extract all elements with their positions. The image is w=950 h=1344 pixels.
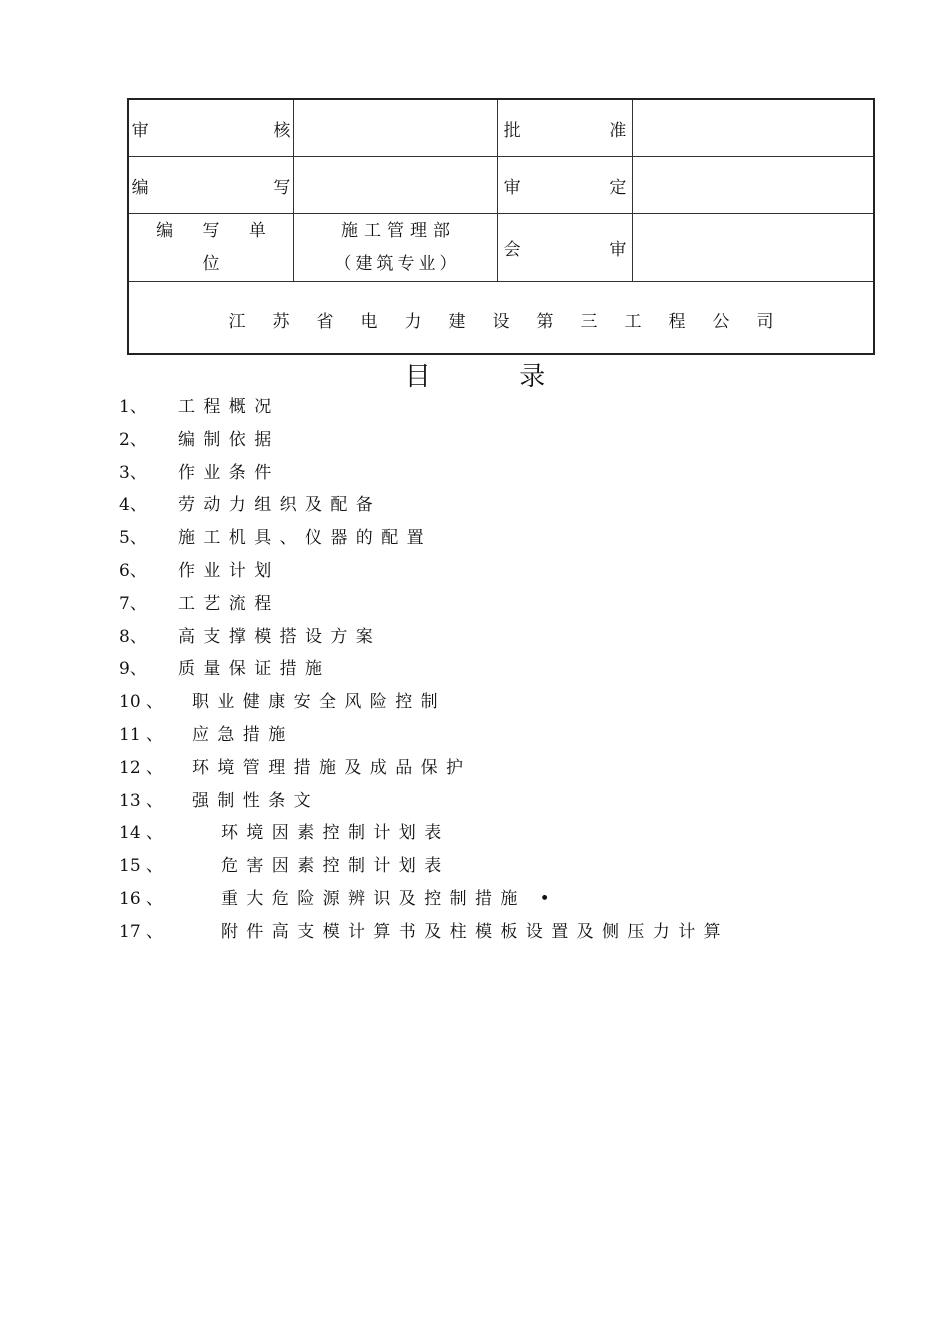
toc-item-number: 11 、 [119,725,164,745]
countersign-value-cell [633,214,873,281]
author-label: 编 写 [131,177,329,198]
toc-item-number: 16 、 [119,889,164,909]
toc-title-text: 目 录 [404,362,570,392]
toc-item-number: 13 、 [119,790,164,811]
author-unit-value-line2: （建筑专业） [334,253,461,274]
toc-item-label: 作业条件 [178,462,280,483]
toc-item-label: 环境管理措施及成品保护 [192,757,472,778]
toc-item-number: 17 、 [119,921,164,942]
finalize-label: 审 定 [503,177,653,198]
toc-item-label: 作业计划 [178,561,280,581]
author-value-cell [294,157,497,213]
toc-item-label: 重大危险源辨识及控制措施 • [221,889,559,909]
author-label-cell [129,157,329,213]
toc-item-number: 12 、 [119,757,164,778]
toc-item-number: 8、 [119,626,147,647]
countersign-label: 会 审 [503,240,653,260]
toc-item-label: 强制性条文 [192,790,319,811]
toc-item-number: 3、 [119,462,147,483]
toc-item-label: 环境因素控制计划表 [221,823,450,844]
toc-item-number: 4、 [119,495,147,516]
review-value-cell [294,100,497,156]
toc-item-number: 5、 [119,528,147,549]
company-cell [129,283,873,355]
author-unit-label-line2: 位 [202,253,220,274]
finalize-label-cell [498,157,653,213]
author-unit-value-cell [294,214,497,281]
approve-value-cell [633,100,873,156]
toc-item-label: 工艺流程 [178,593,280,614]
review-label-cell [129,100,329,156]
author-unit-label-cell [129,214,293,281]
approve-label: 批 准 [503,120,653,141]
toc-item-number: 1、 [119,397,147,417]
toc-item-label: 工程概况 [178,397,280,417]
toc-item-label: 施工机具、仪器的配置 [178,528,432,549]
toc-item-number: 6、 [119,561,147,581]
toc-item-label: 劳动力组织及配备 [178,495,382,516]
toc-item-label: 高支撑模搭设方案 [178,626,382,647]
toc-item-label: 危害因素控制计划表 [221,856,450,877]
finalize-value-cell [633,157,873,213]
approval-table [127,98,875,355]
company-name: 江苏省电力建设第三工程公司 [228,311,801,332]
toc-title [0,356,950,393]
toc-item-label: 应急措施 [192,725,294,745]
countersign-label-cell [498,214,653,281]
toc-item-number: 14 、 [119,823,164,844]
toc-item-number: 10 、 [119,692,164,713]
table-row-divider [129,281,873,282]
review-label: 审 核 [131,120,329,141]
author-unit-value-line1: 施工管理部 [341,220,456,241]
toc-item-label: 附件高支模计算书及柱模板设置及侧压力计算 [221,921,729,942]
toc-item-number: 15 、 [119,856,164,877]
toc-item-label: 质量保证措施 [178,659,331,680]
toc-item-number: 9、 [119,659,147,680]
author-unit-label-line1: 编 写 单 [156,220,278,241]
approve-label-cell [498,100,653,156]
toc-item-number: 7、 [119,593,147,614]
toc-item-label: 编制依据 [178,429,280,450]
toc-item-number: 2、 [119,429,147,450]
toc-item-label: 职业健康安全风险控制 [192,692,446,713]
